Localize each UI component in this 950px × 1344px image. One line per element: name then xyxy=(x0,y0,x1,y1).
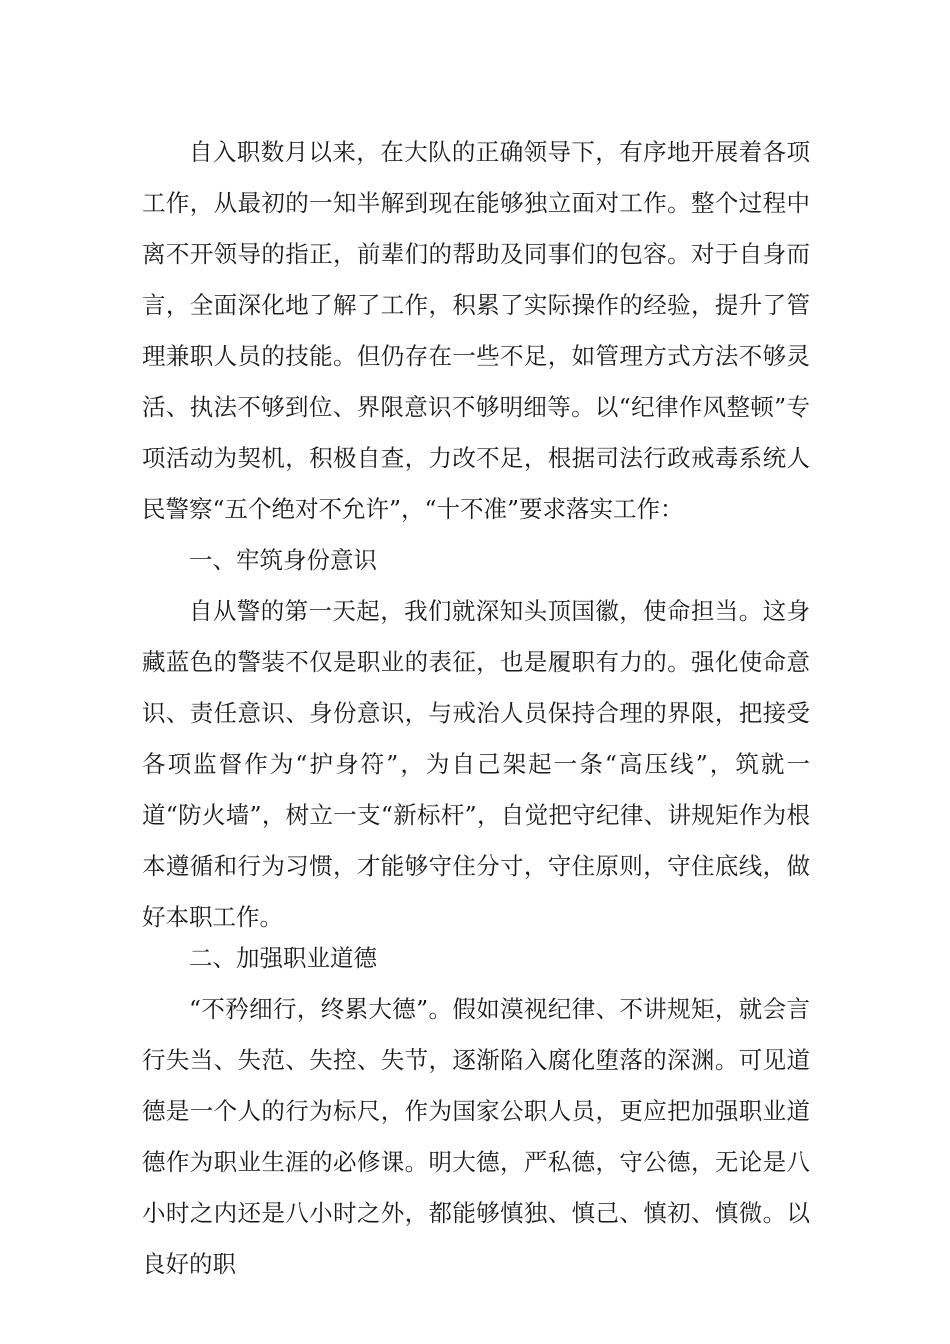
paragraph-text: “不矜细行，终累大德”。假如漠视纪律、不讲规矩，就会言行失当、失范、失控、失节，逐渐陷入腐化堕落的深渊。可见道德是一个人的行为标尺，作为国家公职人员，更应把加强职业道德作为职业生涯的必修课。明大德，严私德，守公德，无论是八小时之内还是八小时之外，都能够慎独、慎己、慎初、慎微。以良好的职 xyxy=(142,995,810,1278)
paragraph-text: 自入职数月以来，在大队的正确领导下，有序地开展着各项工作，从最初的一知半解到现在能够独立面对工作。整个过程中离不开领导的指正，前辈们的帮助及同事们的包容。对于自身而言，全面深化地了解了工作，积累了实际操作的经验，提升了管理兼职人员的技能。但仍存在一些不足，如管理方式方法不够灵活、执法不够到位、界限意识不够明细等。以“纪律作风整顿”专项活动为契机，积极自查，力改不足，根据司法行政戒毒系统人民警察“五个绝对不允许”，“十不准”要求落实工作： xyxy=(142,138,810,523)
heading-text: 二、加强职业道德 xyxy=(189,944,377,972)
section-heading-ethics xyxy=(142,933,810,984)
heading-text: 一、牢筑身份意识 xyxy=(189,546,377,574)
body-paragraph-identity xyxy=(142,586,810,943)
body-paragraph-intro xyxy=(142,127,810,535)
section-heading-identity xyxy=(142,535,810,586)
paragraph-text: 自从警的第一天起，我们就深知头顶国徽，使命担当。这身藏蓝色的警装不仅是职业的表征，也是履职有力的。强化使命意识、责任意识、身份意识，与戒治人员保持合理的界限，把接受各项监督作为“护身符”，为自己架起一条“高压线”，筑就一道“防火墙”，树立一支“新标杆”，自觉把守纪律、讲规矩作为根本遵循和行为习惯，才能够守住分寸，守住原则，守住底线，做好本职工作。 xyxy=(142,597,810,931)
body-paragraph-ethics xyxy=(142,984,810,1290)
